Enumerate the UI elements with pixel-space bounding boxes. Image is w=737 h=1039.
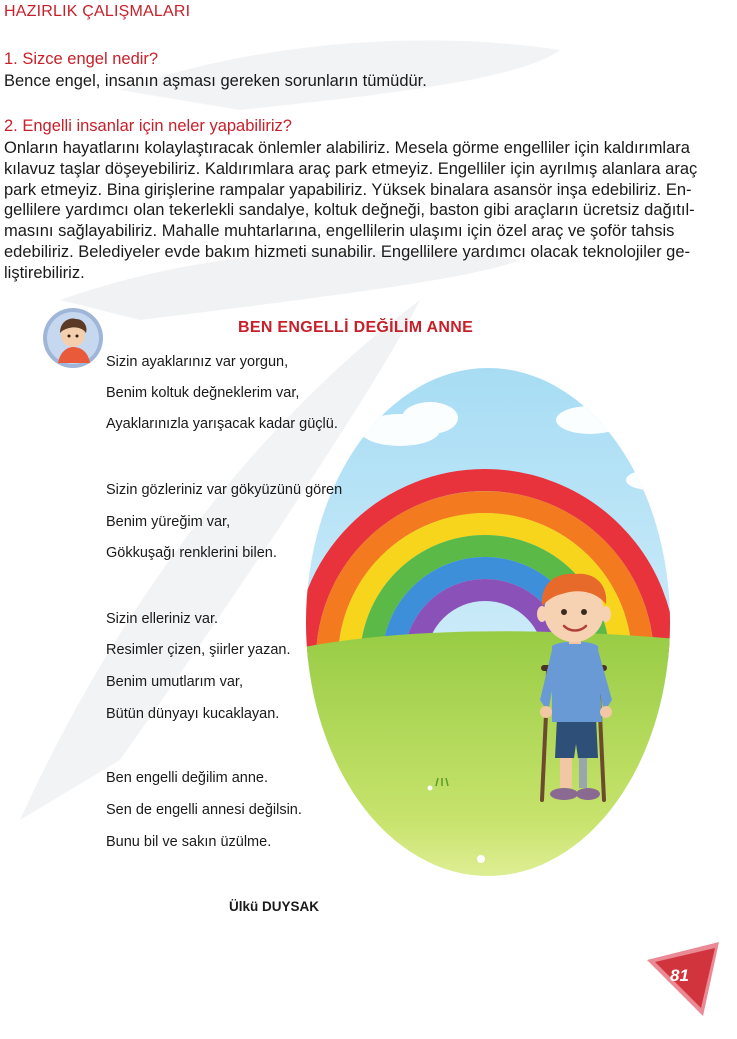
page-number: 81 [670, 966, 689, 985]
poem-line: Benim umutlarım var, [106, 674, 243, 690]
poem-line: Sizin gözleriniz var gökyüzünü gören [106, 482, 343, 498]
poem-line: Bütün dünyayı kucaklayan. [106, 706, 280, 722]
answer-line: kılavuz taşlar döşeyebiliriz. Kaldırımlara araç park etmeyiz. Engelliler için ayrılmış alanlara araç [4, 159, 698, 178]
poem-line: Ayaklarınızla yarışacak kadar güçlü. [106, 416, 338, 432]
poem-line: Gökkuşağı renklerini bilen. [106, 545, 277, 561]
poem-line: Resimler çizen, şiirler yazan. [106, 642, 291, 658]
poem-line: Sizin elleriniz var. [106, 611, 219, 627]
answer-line: gellilere yardımcı olan tekerlekli sandalye, koltuk değneği, baston gibi araçların ücretsiz dağıtıl- [4, 201, 695, 220]
answer-line: Onların hayatlarını kolaylaştıracak önlemler alabiliriz. Mesela görme engelliler için kaldırımlara [4, 139, 690, 157]
poem-line: Ben engelli değilim anne. [106, 770, 269, 786]
section-heading: HAZIRLIK ÇALIŞMALARI [4, 3, 191, 20]
question-2: 2. Engelli insanlar için neler yapabiliriz? [4, 117, 292, 135]
poem-line: Sizin ayaklarınız var yorgun, [106, 354, 289, 370]
answer-line: masını sağlayabiliriz. Mahalle muhtarlarına, engellilerin ulaşımı için özel araç ve şoför tahsis [4, 222, 675, 241]
boy-avatar-icon [42, 307, 104, 369]
answer-line: park etmeyiz. Bina girişlerine rampalar yapabiliriz. Yüksek binalara asansör inşa edebiliriz. En- [4, 180, 692, 199]
poem-author: Ülkü DUYSAK [229, 899, 320, 914]
question-1: 1. Sizce engel nedir? [4, 50, 159, 68]
answer-line: edebiliriz. Belediyeler evde bakım hizmeti sunabilir. Engellilere yardımcı olacak teknolojiler ge- [4, 242, 690, 261]
answer-2 [4, 138, 732, 284]
poem-line: Sen de engelli annesi değilsin. [106, 802, 302, 818]
answer-line: Bence engel, insanın aşması gereken sorunların tümüdür. [4, 72, 427, 90]
poem-line: Bunu bil ve sakın üzülme. [106, 834, 272, 850]
poem-line: Benim yüreğim var, [106, 514, 231, 530]
poem-title: BEN ENGELLİ DEĞİLİM ANNE [238, 319, 474, 336]
poem-line: Benim koltuk değneklerim var, [106, 385, 300, 401]
answer-1 [4, 71, 732, 92]
answer-line: liştirebiliriz. [4, 263, 85, 282]
